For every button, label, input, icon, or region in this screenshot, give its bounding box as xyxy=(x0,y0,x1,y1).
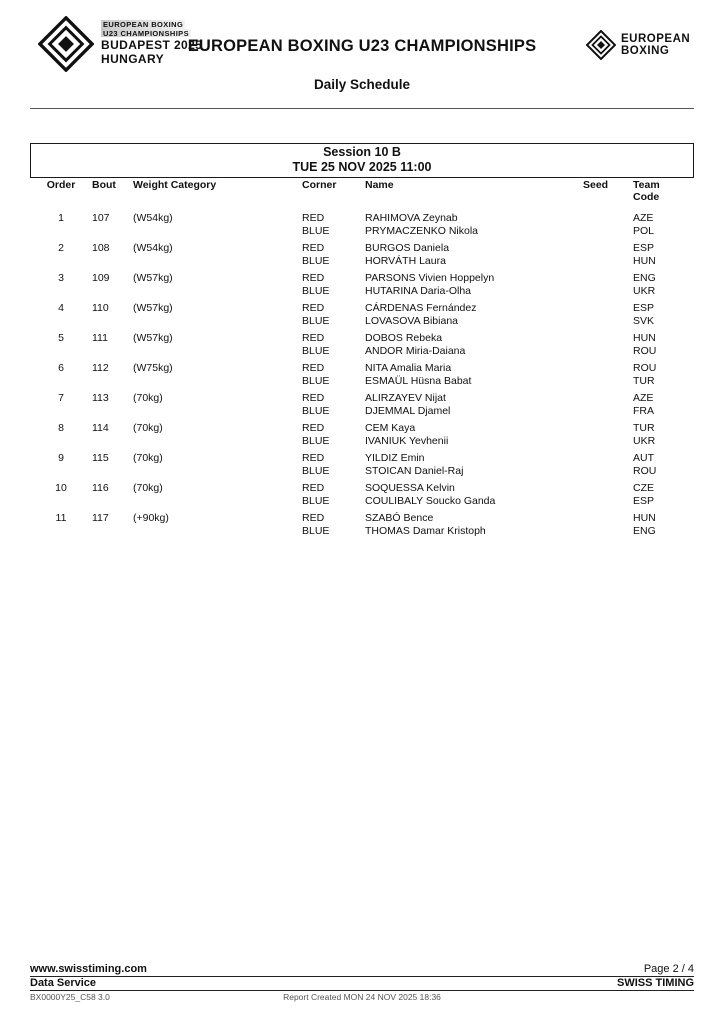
bout-row xyxy=(30,482,694,507)
team-code-cell xyxy=(633,482,694,507)
schedule-table xyxy=(30,179,694,537)
blue-corner-label: BLUE xyxy=(302,464,330,477)
blue-corner-label: BLUE xyxy=(302,314,330,327)
bout-row xyxy=(30,392,694,417)
name-cell xyxy=(365,392,583,417)
blue-boxer-name: HUTARINA Daria-Olha xyxy=(365,284,471,297)
seed-cell xyxy=(583,482,633,507)
corner-cell xyxy=(302,392,365,417)
team-code-cell xyxy=(633,212,694,237)
session-name: Session 10 B xyxy=(323,145,401,159)
red-team-code: CZE xyxy=(633,482,654,495)
red-boxer-name: YILDIZ Emin xyxy=(365,452,425,465)
name-cell xyxy=(365,422,583,447)
red-corner-label: RED xyxy=(302,272,325,285)
seed-cell xyxy=(583,302,633,327)
bout-number-cell: 109 xyxy=(92,272,110,285)
seed-cell xyxy=(583,362,633,387)
weight-category-cell: (W54kg) xyxy=(133,212,173,225)
swiss-timing-label: SWISS TIMING xyxy=(617,977,694,989)
team-code-cell xyxy=(633,242,694,267)
red-team-code: TUR xyxy=(633,422,655,435)
blue-team-code: HUN xyxy=(633,254,656,267)
red-seed xyxy=(583,452,633,465)
order-cell: 5 xyxy=(58,332,64,345)
red-corner-label: RED xyxy=(302,332,325,345)
blue-boxer-name: STOICAN Daniel-Raj xyxy=(365,464,464,477)
team-code-cell xyxy=(633,362,694,387)
red-boxer-name: SZABÓ Bence xyxy=(365,512,434,525)
bout-row xyxy=(30,302,694,327)
red-seed xyxy=(583,332,633,345)
event-logo-line3: BUDAPEST 2025 xyxy=(101,38,203,52)
name-cell xyxy=(365,512,583,537)
swisstiming-link[interactable]: www.swisstiming.com xyxy=(30,963,147,975)
red-boxer-name: RAHIMOVA Zeynab xyxy=(365,212,458,225)
blue-seed xyxy=(583,375,633,388)
seed-cell xyxy=(583,392,633,417)
report-created: Report Created MON 24 NOV 2025 18:36 xyxy=(283,992,441,1002)
table-body xyxy=(30,212,694,537)
federation-logo-line2: BOXING xyxy=(621,45,670,57)
federation-logo xyxy=(586,30,690,60)
red-boxer-name: DOBOS Rebeka xyxy=(365,332,443,345)
column-header-corner: Corner xyxy=(302,179,337,191)
name-cell xyxy=(365,452,583,477)
column-header-order: Order xyxy=(46,179,76,191)
blue-seed xyxy=(583,405,633,418)
bout-number-cell: 110 xyxy=(92,302,109,315)
weight-category-cell: (70kg) xyxy=(133,482,163,495)
red-seed xyxy=(583,242,633,255)
red-team-code: HUN xyxy=(633,332,656,345)
blue-seed xyxy=(583,285,633,298)
order-cell: 7 xyxy=(58,392,64,405)
blue-boxer-name: ANDOR Miria-Daiana xyxy=(365,344,466,357)
blue-corner-label: BLUE xyxy=(302,344,330,357)
order-cell: 10 xyxy=(55,482,67,495)
bout-row xyxy=(30,362,694,387)
blue-team-code: POL xyxy=(633,224,655,237)
red-seed xyxy=(583,392,633,405)
order-cell: 8 xyxy=(58,422,64,435)
blue-boxer-name: IVANIUK Yevhenii xyxy=(365,434,449,447)
red-seed xyxy=(583,512,633,525)
column-header-bout: Bout xyxy=(92,179,116,191)
bout-number-cell: 108 xyxy=(92,242,110,255)
page-footer xyxy=(30,963,694,1002)
red-team-code: AZE xyxy=(633,392,654,405)
team-code-cell xyxy=(633,272,694,297)
team-code-cell xyxy=(633,332,694,357)
session-header xyxy=(30,143,694,178)
order-cell: 6 xyxy=(58,362,64,375)
red-seed xyxy=(583,272,633,285)
red-boxer-name: PARSONS Vivien Hoppelyn xyxy=(365,272,495,285)
page-number: Page 2 / 4 xyxy=(643,963,694,975)
page-title: EUROPEAN BOXING U23 CHAMPIONSHIPS xyxy=(187,37,537,55)
corner-cell xyxy=(302,452,365,477)
red-team-code: ENG xyxy=(633,272,656,285)
name-cell xyxy=(365,302,583,327)
name-cell xyxy=(365,272,583,297)
blue-seed xyxy=(583,465,633,478)
seed-cell xyxy=(583,242,633,267)
red-team-code: ESP xyxy=(633,242,655,255)
seed-cell xyxy=(583,512,633,537)
red-seed xyxy=(583,422,633,435)
red-boxer-name: NITA Amalia Maria xyxy=(365,362,452,375)
bout-row xyxy=(30,422,694,447)
corner-cell xyxy=(302,212,365,237)
blue-corner-label: BLUE xyxy=(302,284,330,297)
document-code: BX0000Y25_C58 3.0 xyxy=(30,992,110,1002)
red-seed xyxy=(583,362,633,375)
blue-corner-label: BLUE xyxy=(302,404,330,417)
bout-row xyxy=(30,272,694,297)
column-header-team: Team Code xyxy=(633,179,660,204)
red-team-code: AUT xyxy=(633,452,654,465)
team-code-cell xyxy=(633,452,694,477)
name-cell xyxy=(365,482,583,507)
order-cell: 11 xyxy=(55,512,67,525)
blue-corner-label: BLUE xyxy=(302,524,330,537)
header-divider xyxy=(30,108,694,109)
bout-number-cell: 113 xyxy=(92,392,109,405)
bout-number-cell: 107 xyxy=(92,212,110,225)
order-cell: 1 xyxy=(58,212,64,225)
blue-team-code: ROU xyxy=(633,344,657,357)
bout-row xyxy=(30,452,694,477)
bout-number-cell: 117 xyxy=(92,512,109,525)
corner-cell xyxy=(302,302,365,327)
red-boxer-name: ALIRZAYEV Nijat xyxy=(365,392,446,405)
blue-seed xyxy=(583,495,633,508)
blue-boxer-name: ESMAÜL Hüsna Babat xyxy=(365,374,472,387)
event-logo-line1: EUROPEAN BOXING xyxy=(103,20,184,29)
weight-category-cell: (W75kg) xyxy=(133,362,173,375)
team-code-cell xyxy=(633,302,694,327)
data-service-label: Data Service xyxy=(30,977,97,989)
name-cell xyxy=(365,362,583,387)
bout-row xyxy=(30,212,694,237)
seed-cell xyxy=(583,212,633,237)
order-cell: 3 xyxy=(58,272,64,285)
corner-cell xyxy=(302,362,365,387)
blue-team-code: ENG xyxy=(633,524,656,537)
red-corner-label: RED xyxy=(302,452,325,465)
event-logo-line2: U23 CHAMPIONSHIPS xyxy=(103,28,189,38)
corner-cell xyxy=(302,272,365,297)
red-team-code: ESP xyxy=(633,302,655,315)
blue-corner-label: BLUE xyxy=(302,224,330,237)
weight-category-cell: (70kg) xyxy=(133,392,163,405)
red-seed xyxy=(583,482,633,495)
event-logo-line4: HUNGARY xyxy=(101,52,165,66)
blue-seed xyxy=(583,345,633,358)
red-corner-label: RED xyxy=(302,512,325,525)
blue-team-code: UKR xyxy=(633,434,656,447)
red-corner-label: RED xyxy=(302,392,325,405)
blue-seed xyxy=(583,315,633,328)
blue-seed xyxy=(583,225,633,238)
corner-cell xyxy=(302,482,365,507)
weight-category-cell: (70kg) xyxy=(133,422,163,435)
order-cell: 9 xyxy=(58,452,64,465)
blue-corner-label: BLUE xyxy=(302,254,330,267)
diamond-logo-icon xyxy=(586,30,616,60)
red-seed xyxy=(583,212,633,225)
seed-cell xyxy=(583,332,633,357)
corner-cell xyxy=(302,242,365,267)
blue-boxer-name: THOMAS Damar Kristoph xyxy=(365,524,486,537)
red-boxer-name: CÁRDENAS Fernández xyxy=(365,302,477,315)
corner-cell xyxy=(302,422,365,447)
weight-category-cell: (W57kg) xyxy=(133,332,173,345)
name-cell xyxy=(365,212,583,237)
blue-boxer-name: DJEMMAL Djamel xyxy=(365,404,451,417)
bout-number-cell: 112 xyxy=(92,362,109,375)
red-corner-label: RED xyxy=(302,362,325,375)
blue-team-code: UKR xyxy=(633,284,656,297)
order-cell: 2 xyxy=(58,242,64,255)
blue-corner-label: BLUE xyxy=(302,434,330,447)
blue-boxer-name: HORVÁTH Laura xyxy=(365,254,446,267)
red-boxer-name: SOQUESSA Kelvin xyxy=(365,482,455,495)
name-cell xyxy=(365,332,583,357)
red-team-code: HUN xyxy=(633,512,656,525)
bout-row xyxy=(30,512,694,537)
blue-team-code: ESP xyxy=(633,494,655,507)
blue-team-code: SVK xyxy=(633,314,655,327)
red-corner-label: RED xyxy=(302,242,325,255)
seed-cell xyxy=(583,422,633,447)
blue-seed xyxy=(583,255,633,268)
blue-seed xyxy=(583,435,633,448)
order-cell: 4 xyxy=(58,302,64,315)
table-header-row xyxy=(30,179,694,203)
column-header-seed: Seed xyxy=(583,179,609,191)
red-seed xyxy=(583,302,633,315)
blue-corner-label: BLUE xyxy=(302,374,330,387)
weight-category-cell: (W54kg) xyxy=(133,242,173,255)
red-corner-label: RED xyxy=(302,302,325,315)
team-code-cell xyxy=(633,392,694,417)
red-boxer-name: CEM Kaya xyxy=(365,422,416,435)
blue-seed xyxy=(583,525,633,538)
column-header-name: Name xyxy=(365,179,394,191)
session-datetime: TUE 25 NOV 2025 11:00 xyxy=(292,160,432,174)
weight-category-cell: (W57kg) xyxy=(133,302,173,315)
weight-category-cell: (+90kg) xyxy=(133,512,169,525)
bout-row xyxy=(30,242,694,267)
bout-row xyxy=(30,332,694,357)
red-corner-label: RED xyxy=(302,482,325,495)
bout-number-cell: 115 xyxy=(92,452,109,465)
bout-number-cell: 111 xyxy=(92,332,108,345)
report-subtitle: Daily Schedule xyxy=(313,77,411,92)
seed-cell xyxy=(583,272,633,297)
bout-number-cell: 114 xyxy=(92,422,109,435)
bout-number-cell: 116 xyxy=(92,482,109,495)
federation-logo-line1: EUROPEAN xyxy=(621,32,691,45)
blue-boxer-name: LOVASOVA Bibiana xyxy=(365,314,458,327)
red-boxer-name: BURGOS Daniela xyxy=(365,242,450,255)
team-code-cell xyxy=(633,512,694,537)
seed-cell xyxy=(583,452,633,477)
blue-corner-label: BLUE xyxy=(302,494,330,507)
corner-cell xyxy=(302,512,365,537)
blue-team-code: FRA xyxy=(633,404,654,417)
blue-team-code: ROU xyxy=(633,464,657,477)
red-team-code: AZE xyxy=(633,212,654,225)
corner-cell xyxy=(302,332,365,357)
blue-boxer-name: COULIBALY Soucko Ganda xyxy=(365,494,496,507)
name-cell xyxy=(365,242,583,267)
red-team-code: ROU xyxy=(633,362,657,375)
weight-category-cell: (W57kg) xyxy=(133,272,173,285)
weight-category-cell: (70kg) xyxy=(133,452,163,465)
blue-boxer-name: PRYMACZENKO Nikola xyxy=(365,224,478,237)
blue-team-code: TUR xyxy=(633,374,655,387)
column-header-weight: Weight Category xyxy=(133,179,217,191)
red-corner-label: RED xyxy=(302,422,325,435)
red-corner-label: RED xyxy=(302,212,325,225)
team-code-cell xyxy=(633,422,694,447)
